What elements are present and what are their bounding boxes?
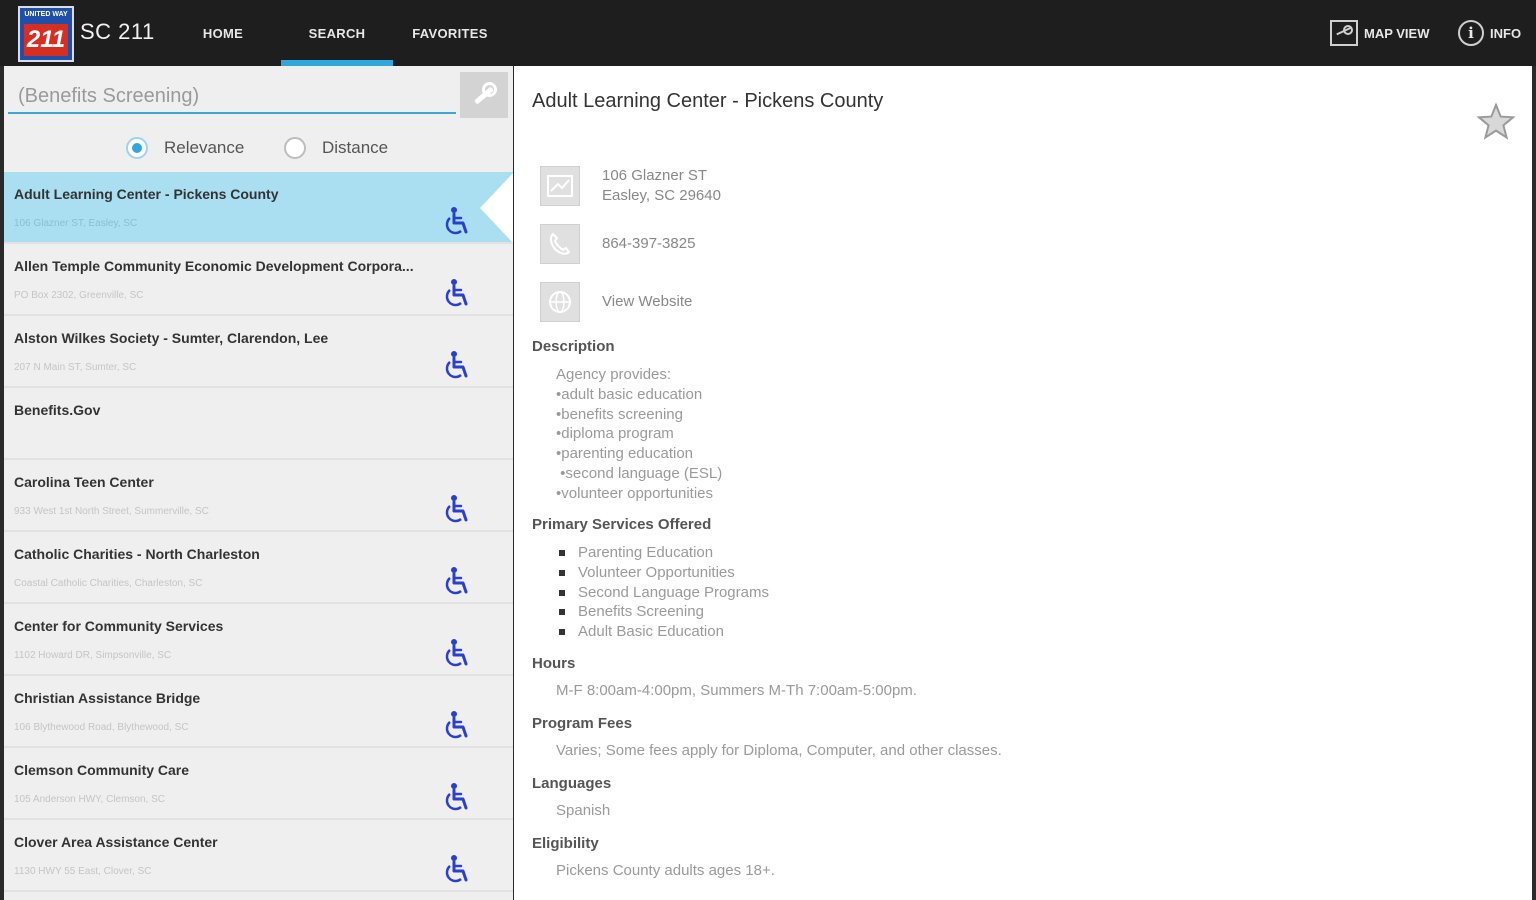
wheelchair-icon xyxy=(442,638,472,668)
description-label: Description xyxy=(532,338,615,355)
result-item[interactable] xyxy=(4,244,513,316)
info-button[interactable] xyxy=(1458,18,1521,48)
detail-title: Adult Learning Center - Pickens County xyxy=(532,90,884,112)
result-address: PO Box 2302, Greenville, SC xyxy=(14,290,144,301)
result-item[interactable] xyxy=(4,604,513,676)
top-bar xyxy=(0,0,1536,66)
description-line: •benefits screening xyxy=(556,405,683,423)
result-name: Allen Temple Community Economic Development Corpora... xyxy=(14,258,414,274)
results-list xyxy=(4,172,513,892)
result-item[interactable] xyxy=(4,532,513,604)
website-link[interactable]: View Website xyxy=(602,293,693,310)
tab-favorites[interactable]: FAVORITES xyxy=(412,25,488,41)
result-item[interactable] xyxy=(4,172,513,244)
result-name: Carolina Teen Center xyxy=(14,474,154,490)
services-list xyxy=(556,543,769,642)
app-logo xyxy=(18,6,74,62)
wheelchair-icon xyxy=(442,854,472,884)
globe-icon xyxy=(540,282,580,322)
result-name: Clover Area Assistance Center xyxy=(14,834,218,850)
wheelchair-icon xyxy=(442,350,472,380)
sort-relevance-option[interactable] xyxy=(126,136,244,160)
search-settings-button[interactable] xyxy=(460,72,508,118)
service-item: Volunteer Opportunities xyxy=(556,563,769,583)
sort-distance-option[interactable] xyxy=(284,136,388,160)
result-name: Clemson Community Care xyxy=(14,762,190,778)
service-item: Second Language Programs xyxy=(556,583,769,603)
selected-pointer xyxy=(480,172,513,244)
languages-label: Languages xyxy=(532,775,612,792)
service-item: Benefits Screening xyxy=(556,602,769,622)
website-row[interactable] xyxy=(540,282,692,322)
sort-relevance-label: Relevance xyxy=(164,138,245,157)
map-view-button[interactable] xyxy=(1330,18,1430,48)
result-address: 933 West 1st North Street, Summerville, SC xyxy=(14,506,209,517)
result-item[interactable] xyxy=(4,748,513,820)
result-name: Christian Assistance Bridge xyxy=(14,690,201,706)
app-title: SC 211 xyxy=(80,19,155,44)
radio-distance[interactable] xyxy=(284,137,306,159)
service-item: Parenting Education xyxy=(556,543,769,563)
languages-text: Spanish xyxy=(556,802,611,819)
result-address: Coastal Catholic Charities, Charleston, SC xyxy=(14,578,203,589)
phone-icon xyxy=(540,224,580,264)
result-address: 106 Blythewood Road, Blythewood, SC xyxy=(14,722,189,733)
radio-relevance[interactable] xyxy=(126,137,148,159)
wheelchair-icon xyxy=(442,206,472,236)
tab-home[interactable]: HOME xyxy=(202,25,244,41)
map-icon xyxy=(1330,20,1358,46)
eligibility-text: Pickens County adults ages 18+. xyxy=(556,862,775,879)
results-panel xyxy=(4,66,513,900)
result-item[interactable] xyxy=(4,820,513,892)
description-line: •volunteer opportunities xyxy=(556,484,714,502)
result-item[interactable] xyxy=(4,460,513,532)
address-row[interactable] xyxy=(540,166,721,206)
sort-distance-label: Distance xyxy=(322,138,389,157)
logo-main-text: 211 xyxy=(24,24,68,56)
hours-text: M-F 8:00am-4:00pm, Summers M-Th 7:00am-5:00pm. xyxy=(556,682,917,699)
wrench-icon xyxy=(471,82,497,108)
eligibility-label: Eligibility xyxy=(532,835,599,852)
description-line: Agency provides: xyxy=(556,366,672,383)
result-name: Benefits.Gov xyxy=(14,402,101,418)
result-address: 106 Glazner ST, Easley, SC xyxy=(14,218,138,229)
wheelchair-icon xyxy=(442,566,472,596)
logo-small-text: UNITED WAY xyxy=(20,8,72,22)
result-item[interactable] xyxy=(4,388,513,460)
result-name: Catholic Charities - North Charleston xyxy=(14,546,260,562)
description-line: •parenting education xyxy=(556,445,694,463)
map-icon xyxy=(540,166,580,206)
description-line: •second language (ESL) xyxy=(556,464,723,482)
result-item[interactable] xyxy=(4,316,513,388)
result-address: 207 N Main ST, Sumter, SC xyxy=(14,362,137,373)
result-name: Adult Learning Center - Pickens County xyxy=(14,186,279,202)
services-label: Primary Services Offered xyxy=(532,516,712,533)
result-address: 1130 HWY 55 East, Clover, SC xyxy=(14,866,152,877)
map-view-label: MAP VIEW xyxy=(1364,25,1430,41)
hours-label: Hours xyxy=(532,655,576,672)
tab-search-label: SEARCH xyxy=(308,25,366,41)
result-item[interactable] xyxy=(4,676,513,748)
result-address: 1102 Howard DR, Simpsonville, SC xyxy=(14,650,172,661)
phone-text: 864-397-3825 xyxy=(602,235,696,252)
result-name: Alston Wilkes Society - Sumter, Clarendon, Lee xyxy=(14,330,329,346)
wheelchair-icon xyxy=(442,494,472,524)
description-line: •adult basic education xyxy=(556,385,703,403)
wheelchair-icon xyxy=(442,710,472,740)
info-icon: i xyxy=(1458,20,1484,46)
phone-row[interactable] xyxy=(540,224,695,264)
star-icon[interactable] xyxy=(1476,102,1516,142)
fees-text: Varies; Some fees apply for Diploma, Computer, and other classes. xyxy=(556,742,1002,759)
tab-search[interactable] xyxy=(281,0,393,66)
wheelchair-icon xyxy=(442,278,472,308)
search-input[interactable] xyxy=(8,80,456,114)
fees-label: Program Fees xyxy=(532,715,633,732)
result-address: 105 Anderson HWY, Clemson, SC xyxy=(14,794,166,805)
description-line: •diploma program xyxy=(556,425,674,443)
info-label: INFO xyxy=(1490,25,1522,41)
address-text xyxy=(602,166,721,206)
result-name: Center for Community Services xyxy=(14,618,224,634)
wheelchair-icon xyxy=(442,782,472,812)
detail-panel xyxy=(514,66,1532,900)
address-line2: Easley, SC 29640 xyxy=(602,187,721,204)
description-text xyxy=(556,365,722,504)
service-item: Adult Basic Education xyxy=(556,622,769,642)
address-line1: 106 Glazner ST xyxy=(602,167,708,184)
